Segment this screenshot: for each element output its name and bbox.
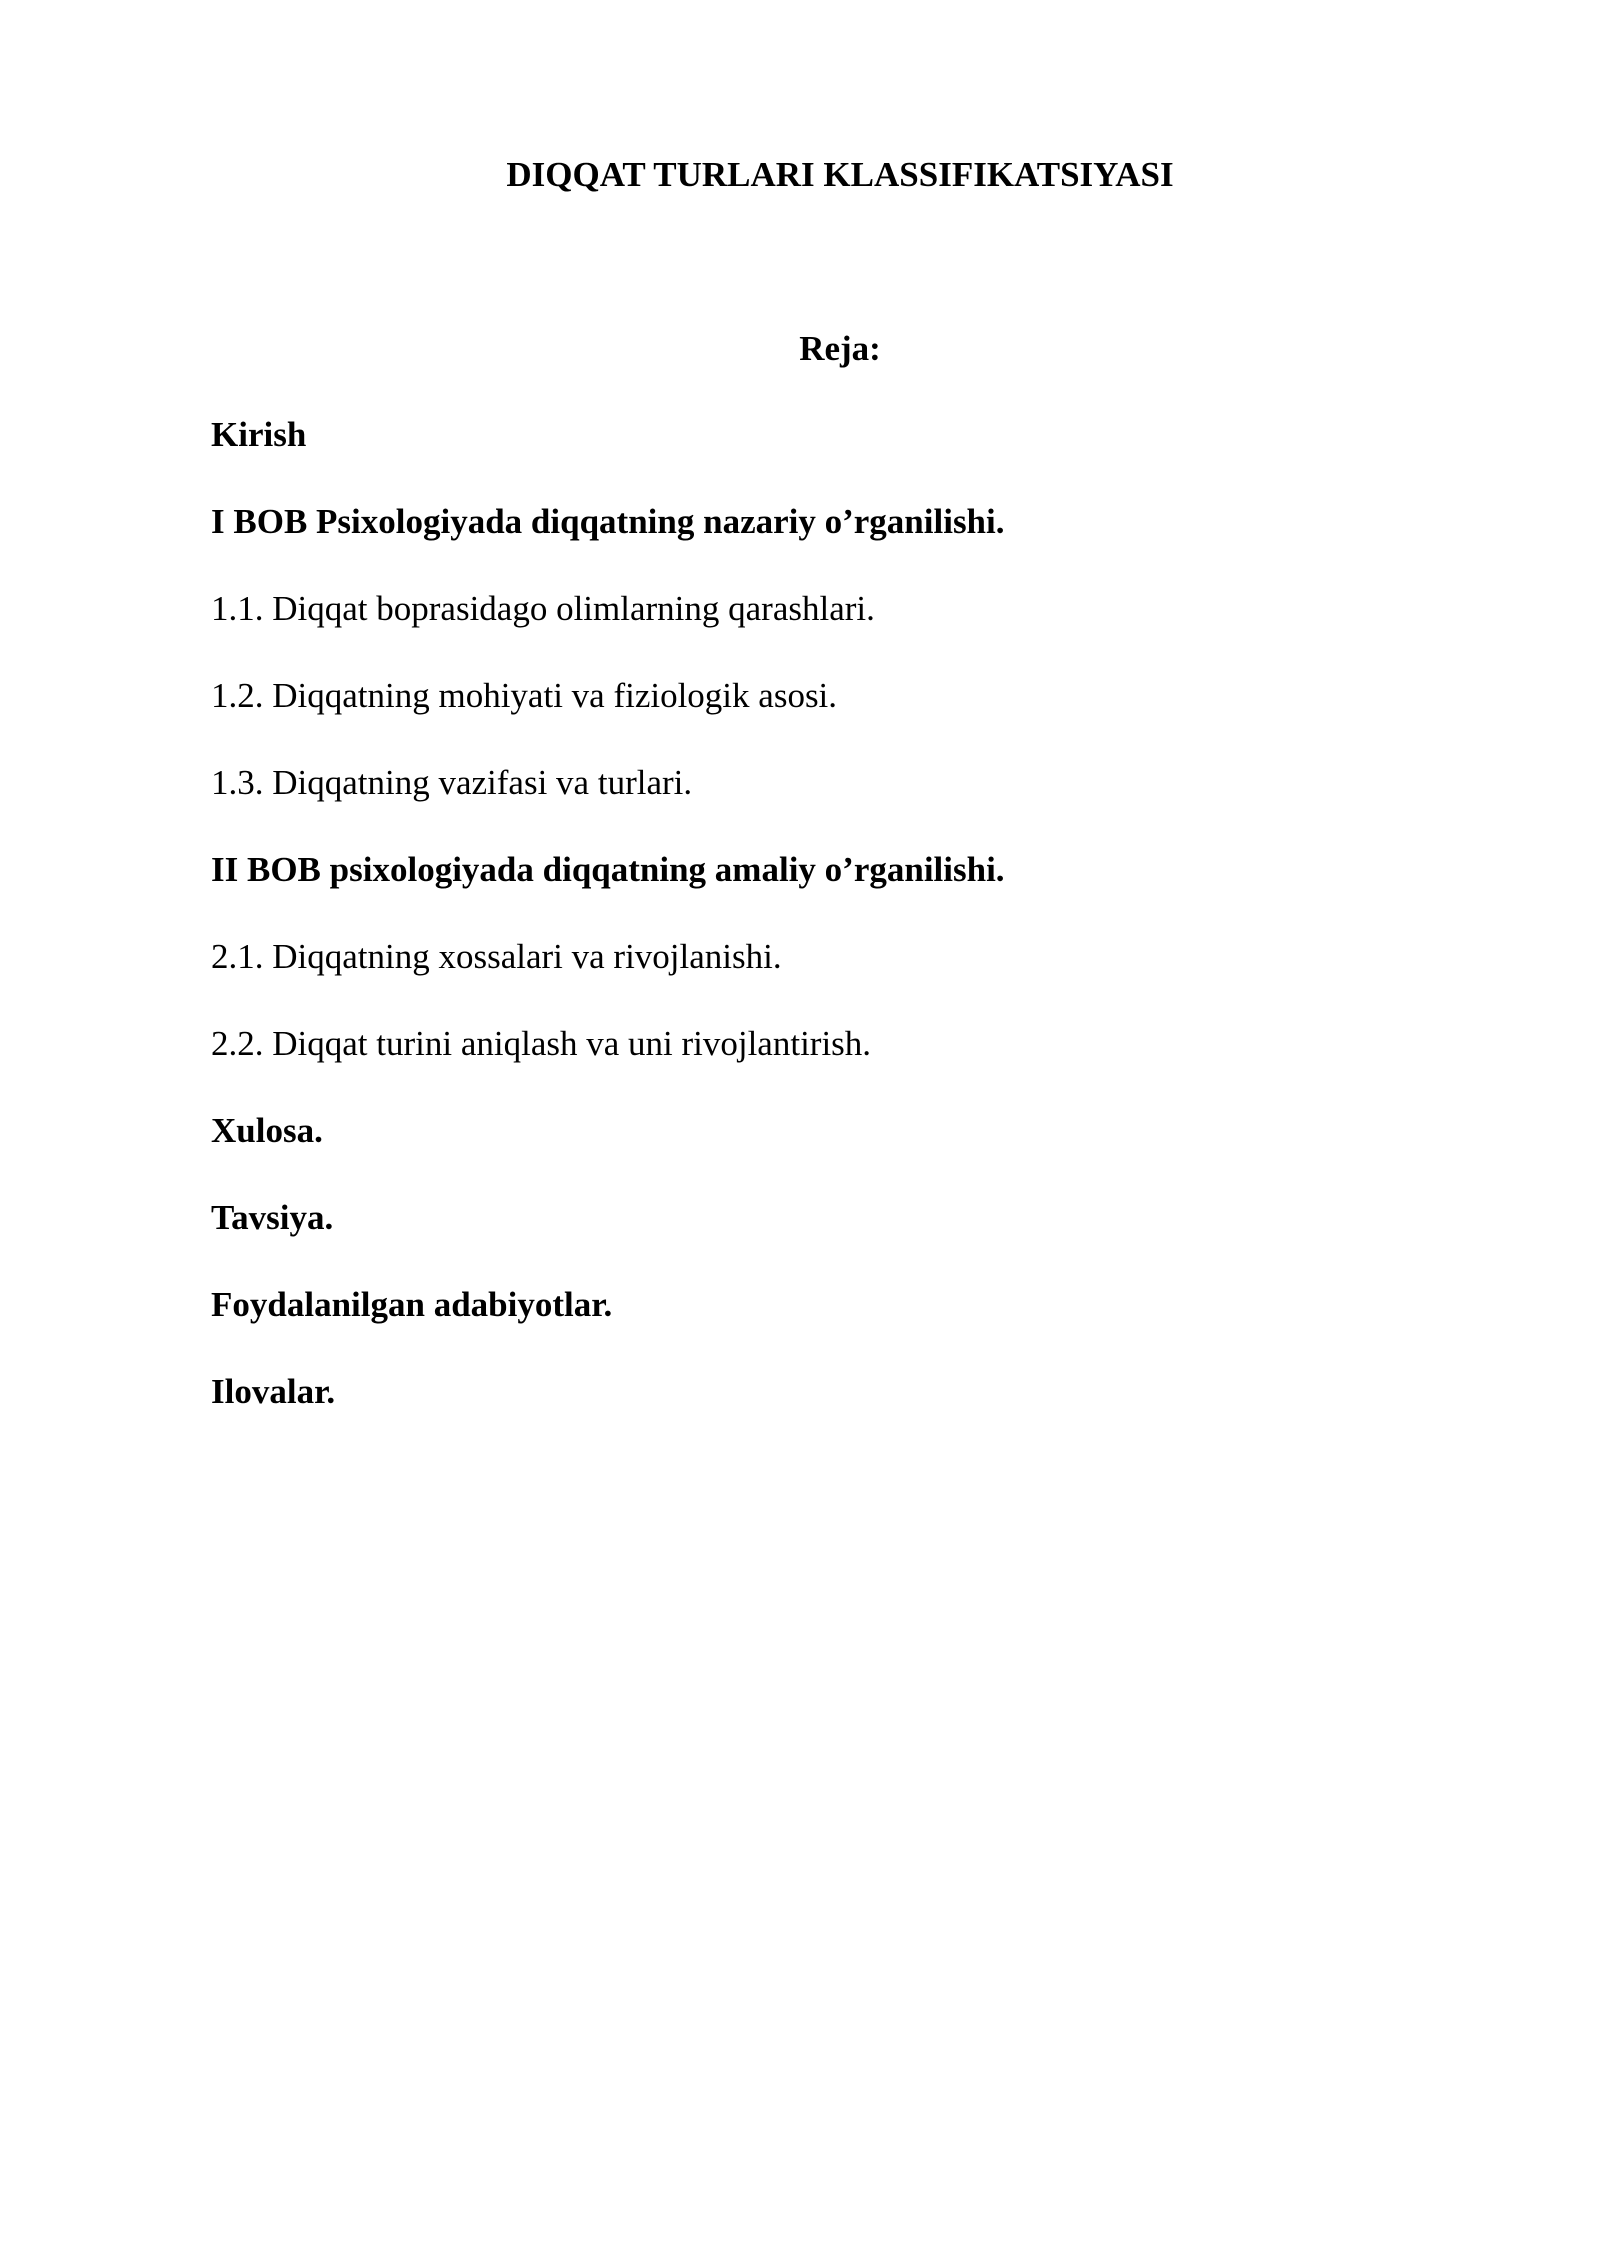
- toc-item: 1.2. Diqqatning mohiyati va fiziologik asosi.: [211, 676, 838, 715]
- toc-item: Ilovalar.: [211, 1372, 336, 1411]
- toc-item: II BOB psixologiyada diqqatning amaliy o’rganilishi.: [211, 850, 1005, 889]
- document-title: DIQQAT TURLARI KLASSIFIKATSIYASI: [506, 155, 1174, 194]
- toc-item: Foydalanilgan adabiyotlar.: [211, 1285, 613, 1324]
- table-of-contents: [211, 412, 1005, 1456]
- toc-item: Kirish: [211, 415, 307, 454]
- toc-item: 2.1. Diqqatning xossalari va rivojlanishi.: [211, 937, 782, 976]
- toc-item: I BOB Psixologiyada diqqatning nazariy o’rganilishi.: [211, 502, 1005, 541]
- toc-item: 1.3. Diqqatning vazifasi va turlari.: [211, 763, 693, 802]
- plan-heading: Reja:: [799, 329, 881, 368]
- toc-item: 2.2. Diqqat turini aniqlash va uni rivojlantirish.: [211, 1024, 872, 1063]
- toc-item: Tavsiya.: [211, 1198, 334, 1237]
- toc-item: 1.1. Diqqat boprasidago olimlarning qarashlari.: [211, 589, 875, 628]
- toc-item: Xulosa.: [211, 1111, 323, 1150]
